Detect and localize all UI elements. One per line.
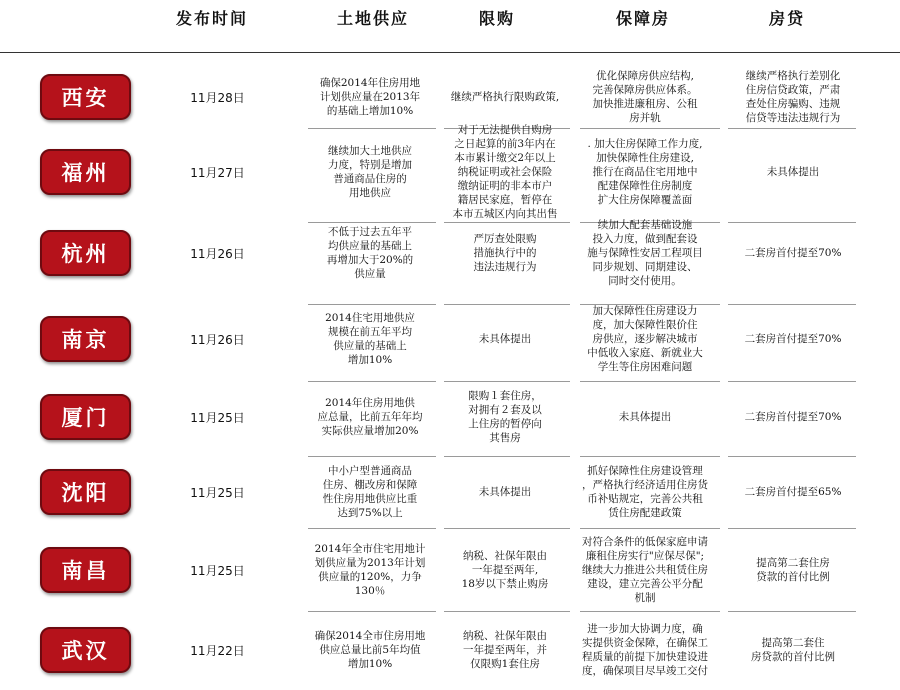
cell-land: 确保2014年住房用地 计划供应量在2013年 的基础上增加10% xyxy=(319,77,421,117)
release-date: 11月28日 xyxy=(190,91,245,105)
row-separator xyxy=(728,222,856,223)
cell-land: 确保2014全市住房用地 供应总量比前5年均值 增加10% xyxy=(314,630,426,670)
cell-limit: 继续严格执行限购政策, xyxy=(450,91,560,103)
row-separator xyxy=(444,304,570,305)
cell-land: 不低于过去五年平 均供应量的基础上 再增加大于20%的 供应量 xyxy=(326,226,414,280)
header-purchase-limit: 限购 xyxy=(478,9,516,28)
cell-limit: 对于无法提供自购房 之日起算的前3年内在 本市累计缴交2年以上 纳税证明或社会保险 缴纳证明的非本市户 籍居民家庭，暂停在 本市五城区内向其出售 xyxy=(452,124,558,220)
cell-loan: 二套房首付提至65% xyxy=(744,486,842,498)
header-date: 发布时间 xyxy=(175,9,249,28)
cell-limit: 未具体提出 xyxy=(478,333,532,345)
city-badge: 西安 xyxy=(40,74,131,120)
cell-housing: 抓好保障性住房建设管理 ，严格执行经济适用住房货 币补贴规定，完善公共租 赁住房配建政策 xyxy=(582,465,708,519)
cell-housing: 续加大配套基础设施 投入力度，做到配套设 施与保障性安居工程项目 同步规划、同期建设、 同时交付使用。 xyxy=(587,219,703,287)
cell-loan: 提高第二套住房 贷款的首付比例 xyxy=(756,557,830,583)
row-separator xyxy=(308,456,436,457)
cell-housing: 优化保障房供应结构, 完善保障房供应体系。 加快推进廉租房、公租 房并轨 xyxy=(592,70,698,124)
row-separator xyxy=(728,611,856,612)
row-separator xyxy=(308,528,436,529)
release-date: 11月25日 xyxy=(190,411,245,425)
row-separator xyxy=(444,222,570,223)
release-date: 11月26日 xyxy=(190,247,245,261)
cell-land: 2014住宅用地供应 规模在前五年平均 供应量的基础上 增加10% xyxy=(325,312,415,366)
cell-loan: 继续严格执行差别化 住房信贷政策，严肃 查处住房骗购、违规 信贷等违法违规行为 xyxy=(745,70,841,124)
cell-housing: 未具体提出 xyxy=(618,411,672,423)
release-date: 11月27日 xyxy=(190,166,245,180)
cell-housing: . 加大住房保障工作力度, 加快保障性住房建设, 推行在商品住宅用地中 配建保障性住房制度 扩大住房保障覆盖面 xyxy=(587,138,703,206)
row-separator xyxy=(728,304,856,305)
cell-limit: 纳税、社保年限由 一年提至两年，并 仅限购1套住房 xyxy=(463,630,547,670)
city-badge: 武汉 xyxy=(40,627,131,673)
cell-loan: 二套房首付提至70% xyxy=(744,247,842,259)
header-divider xyxy=(0,52,900,53)
cell-loan: 未具体提出 xyxy=(766,166,820,178)
row-separator xyxy=(444,528,570,529)
cell-loan: 二套房首付提至70% xyxy=(744,333,842,345)
cell-limit: 纳税、社保年限由 一年提至两年, 18岁以下禁止购房 xyxy=(461,550,549,590)
row-separator xyxy=(580,381,720,382)
row-separator xyxy=(728,456,856,457)
cell-land: 继续加大土地供应 力度，特别是增加 普通商品住房的 用地供应 xyxy=(328,145,412,199)
cell-housing: 加大保障性住房建设力 度，加大保障性限价住 房供应，逐步解决城市 中低收入家庭、新就业大 学生等住房困难问题 xyxy=(587,305,703,373)
release-date: 11月22日 xyxy=(190,644,245,658)
header-land-supply: 土地供应 xyxy=(336,9,410,28)
row-separator xyxy=(308,381,436,382)
cell-housing: 对符合条件的低保家庭申请 廉租住房实行"应保尽保"; 继续大力推进公共租赁住房 建设，建立完善公平分配 机制 xyxy=(582,536,708,604)
header-affordable-housing: 保障房 xyxy=(615,9,671,28)
city-badge: 福州 xyxy=(40,149,131,195)
cell-limit: 限购１套住房， 对拥有２套及以 上住房的暂停向 其售房 xyxy=(468,390,542,444)
cell-limit: 严厉查处限购 措施执行中的 违法违规行为 xyxy=(473,233,537,273)
row-separator xyxy=(580,128,720,129)
header-mortgage: 房贷 xyxy=(768,9,806,28)
row-separator xyxy=(444,611,570,612)
row-separator xyxy=(308,128,436,129)
release-date: 11月26日 xyxy=(190,333,245,347)
row-separator xyxy=(728,128,856,129)
cell-loan: 二套房首付提至70% xyxy=(744,411,842,423)
city-badge: 南京 xyxy=(40,316,131,362)
cell-land: 2014年住房用地供 应总量，比前五年年均 实际供应量增加20% xyxy=(317,397,423,437)
row-separator xyxy=(728,381,856,382)
row-separator xyxy=(308,611,436,612)
city-badge: 沈阳 xyxy=(40,469,131,515)
cell-housing: 进一步加大协调力度，确 实提供资金保障，在确保工 程质量的前提下加快建设进 度，确保项目尽早竣工交付 xyxy=(582,623,708,677)
row-separator xyxy=(444,381,570,382)
row-separator xyxy=(580,528,720,529)
release-date: 11月25日 xyxy=(190,486,245,500)
cell-land: 2014年全市住宅用地计 划供应量为2013年计划 供应量的120%，力争 130％ xyxy=(314,543,426,597)
row-separator xyxy=(728,528,856,529)
row-separator xyxy=(580,456,720,457)
city-badge: 南昌 xyxy=(40,547,131,593)
row-separator xyxy=(580,611,720,612)
row-separator xyxy=(308,222,436,223)
cell-loan: 提高第二套住 房贷款的首付比例 xyxy=(751,637,835,663)
cell-limit: 未具体提出 xyxy=(478,486,532,498)
row-separator xyxy=(444,456,570,457)
cell-land: 中小户型普通商品 住房、棚改房和保障 性住房用地供应比重 达到75%以上 xyxy=(322,465,418,519)
city-badge: 杭州 xyxy=(40,230,131,276)
release-date: 11月25日 xyxy=(190,564,245,578)
city-badge: 厦门 xyxy=(40,394,131,440)
row-separator xyxy=(308,304,436,305)
